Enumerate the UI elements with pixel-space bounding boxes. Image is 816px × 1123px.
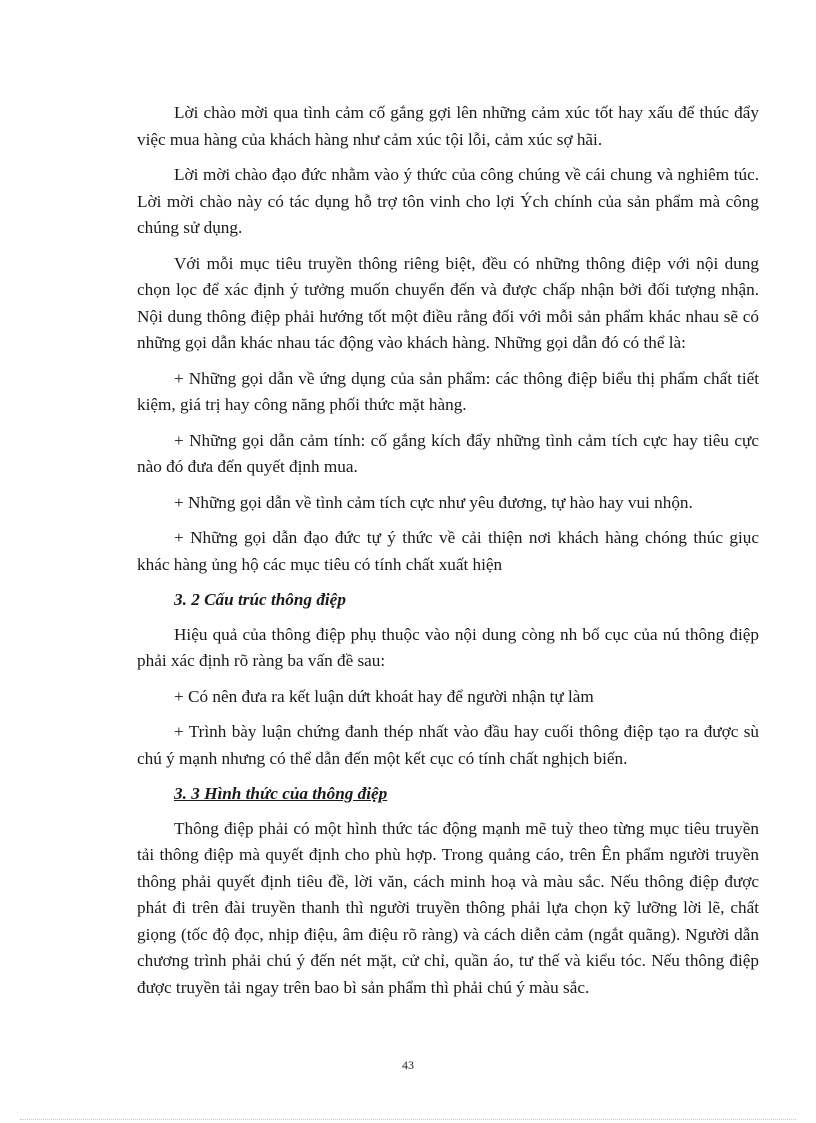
paragraph-message-content: Với mỗi mục tiêu truyền thông riêng biệt, đều có những thông điệp với nội dung chọn lọc để xác định ý tưởng muốn chuyển đến và được chấp nhận bởi đối tượng nhận. Nội dung thông điệp phải hướng tốt một điều rằng đối với mỗi sản phẩm khác nhau sẽ có những gọi dẫn khác nhau tác động vào khách hàng. Những gọi dẫn đó có thể là: (137, 253, 759, 352)
paragraph-message-structure: Hiệu quả của thông điệp phụ thuộc vào nội dung còng nh bố cục của nú thông điệp phải xác định rõ ràng ba vấn đề sau: (137, 624, 759, 670)
bullet-positive-feelings: + Những gọi dẫn về tình cảm tích cực như yêu đương, tự hào hay vui nhộn. (174, 492, 693, 512)
page-body (137, 100, 759, 1010)
paragraph-message-form: Thông điệp phải có một hình thức tác động mạnh mẽ tuỳ theo từng mục tiêu truyền tải thông điệp mà quyết định cho phù hợp. Trong quảng cáo, trên Ên phẩm người truyền thông phải quyết định tiêu đề, lời văn, cách minh hoạ và màu sắc. Nếu thông điệp được phát đi trên đài truyền thanh thì người truyền thông phải lựa chọn kỹ lưỡng lời lẽ, chất giọng (tốc độ đọc, nhịp điệu, âm điệu rõ ràng) và cách diễn cảm (ngắt quãng). Người dẫn chương trình phải chú ý đến nét mặt, cử chỉ, quần áo, tư thế và kiểu tóc. Nếu thông điệp được truyền tải ngay trên bao bì sản phẩm thì phải chú ý màu sắc. (137, 818, 759, 997)
bullet-emotional-appeal: + Những gọi dẫn cảm tính: cố gắng kích đẩy những tình cảm tích cực hay tiêu cực nào đó đưa đến quyết định mua. (137, 430, 759, 476)
paragraph-emotional-appeal: Lời chào mời qua tình cảm cố gắng gợi lên những cảm xúc tốt hay xấu để thúc đẩy việc mua hàng của khách hàng như cảm xúc tội lỗi, cảm xúc sợ hãi. (137, 103, 759, 149)
heading-section-3-3-text: 3. 3 Hình thức của thông điệp (174, 784, 388, 803)
heading-section-3-2 (137, 587, 759, 614)
bullet-argument-order: + Trình bày luận chứng đanh thép nhất vào đầu hay cuối thông điệp tạo ra được sù chú ý mạnh nhưng có thể dẫn đến một kết cục có tính chất nghịch biến. (137, 722, 759, 768)
footer-divider (20, 1119, 796, 1120)
paragraph-moral-appeal: Lời mời chào đạo đức nhằm vào ý thức của công chúng về cái chung và nghiêm túc. Lời mời chào này có tác dụng hỗ trợ tôn vinh cho lợi Ých chính của sản phẩm mà công chúng sử dụng. (137, 165, 759, 237)
heading-section-3-2-text: 3. 2 Cấu trúc thông điệp (174, 590, 346, 609)
bullet-moral-appeal: + Những gọi dẫn đạo đức tự ý thức về cải thiện nơi khách hàng chóng thúc giục khác hàng ủng hộ các mục tiêu có tính chất xuất hiện (137, 528, 759, 574)
page-number: 43 (402, 1058, 414, 1072)
bullet-product-appeal: + Những gọi dẫn về ứng dụng của sản phẩm: các thông điệp biểu thị phẩm chất tiết kiệm, giá trị hay công năng phối thức mặt hàng. (137, 368, 759, 414)
heading-section-3-3 (137, 781, 759, 808)
bullet-conclusion: + Có nên đưa ra kết luận dứt khoát hay để người nhận tự làm (174, 686, 594, 706)
